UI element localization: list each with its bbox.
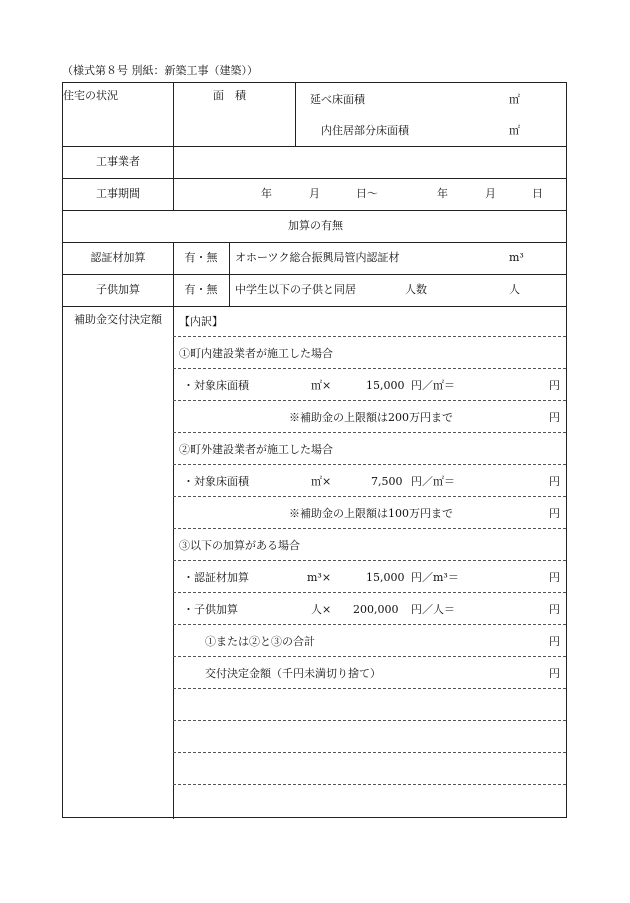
- child-count-unit: 人: [509, 283, 520, 296]
- case3-material-rate: 15,000: [366, 571, 405, 584]
- case2-note-yen: 円: [549, 507, 560, 520]
- page-title: （様式第８号 別紙：新築工事（建築））: [62, 64, 258, 77]
- case2-yen: 円: [549, 475, 560, 488]
- case2-title: ②町外建設業者が施工した場合: [179, 443, 333, 456]
- case3-material-unit: m³×: [307, 571, 332, 584]
- dashed-divider: [173, 336, 566, 337]
- dashed-divider: [173, 496, 566, 497]
- residential-floor-area-label: 内住居部分床面積: [321, 124, 409, 137]
- start-day: 日～: [356, 187, 378, 200]
- row-divider: [63, 146, 566, 147]
- housing-label: 住宅の状況: [63, 89, 118, 102]
- row-divider: [63, 178, 566, 179]
- case3-child-rate: 200,000: [353, 603, 399, 616]
- case2-note: ※補助金の上限額は100万円まで: [289, 507, 453, 520]
- case1-unit: ㎡×: [311, 379, 332, 392]
- decision-label: 交付決定金額（千円未満切り捨て）: [205, 667, 381, 680]
- total-yen: 円: [549, 635, 560, 648]
- dashed-divider: [173, 368, 566, 369]
- total-label: ①または②と③の合計: [205, 635, 315, 648]
- addition-header: 加算の有無: [288, 219, 343, 232]
- dashed-divider: [173, 656, 566, 657]
- child-label: 子供加算: [96, 283, 140, 296]
- dashed-divider: [173, 528, 566, 529]
- end-day: 日: [532, 187, 543, 200]
- case2-unit: ㎡×: [311, 475, 332, 488]
- row-divider: [63, 306, 566, 307]
- case3-child-yen: 円: [549, 603, 560, 616]
- case2-rate-unit: 円／㎡＝: [411, 475, 455, 488]
- contractor-label: 工事業者: [96, 155, 140, 168]
- end-month: 月: [485, 187, 496, 200]
- dashed-divider: [173, 592, 566, 593]
- start-year: 年: [261, 187, 272, 200]
- end-year: 年: [437, 187, 448, 200]
- dashed-divider: [173, 400, 566, 401]
- child-count-label: 人数: [405, 283, 427, 296]
- case1-note: ※補助金の上限額は200万円まで: [289, 411, 453, 424]
- case1-yen: 円: [549, 379, 560, 392]
- dashed-divider: [173, 432, 566, 433]
- child-desc: 中学生以下の子供と同居: [235, 283, 356, 296]
- certified-material-label: 認証材加算: [90, 251, 146, 264]
- column-divider: [173, 83, 174, 210]
- case1-area-label: ・対象床面積: [183, 379, 249, 392]
- case3-child-label: ・子供加算: [183, 603, 238, 616]
- case2-area-label: ・対象床面積: [183, 475, 249, 488]
- case3-material-rate-unit: 円／m³＝: [411, 571, 459, 584]
- total-floor-area-unit: ㎡: [509, 93, 520, 106]
- case3-material-label: ・認証材加算: [183, 571, 249, 584]
- column-divider: [173, 242, 174, 819]
- case3-child-unit: 人×: [311, 603, 332, 616]
- case3-child-rate-unit: 円／人＝: [411, 603, 455, 616]
- certified-material-desc: オホーツク総合振興局管内認証材: [235, 251, 400, 264]
- dashed-divider: [173, 624, 566, 625]
- case3-title: ③以下の加算がある場合: [179, 539, 300, 552]
- certified-material-unit: m³: [509, 251, 524, 264]
- dashed-divider: [173, 784, 566, 785]
- dashed-divider: [173, 464, 566, 465]
- decision-yen: 円: [549, 667, 560, 680]
- case1-rate-unit: 円／㎡＝: [411, 379, 455, 392]
- certified-material-choice[interactable]: 有・無: [184, 251, 218, 264]
- case3-material-yen: 円: [549, 571, 560, 584]
- row-divider: [63, 210, 566, 211]
- dashed-divider: [173, 560, 566, 561]
- dashed-divider: [173, 720, 566, 721]
- child-choice[interactable]: 有・無: [184, 283, 218, 296]
- period-label: 工事期間: [96, 187, 140, 200]
- column-divider: [295, 83, 296, 146]
- row-divider: [63, 242, 566, 243]
- area-label: 面 積: [213, 89, 246, 102]
- case1-rate: 15,000: [366, 379, 405, 392]
- residential-floor-area-unit: ㎡: [509, 124, 520, 137]
- row-divider: [63, 274, 566, 275]
- column-divider: [229, 242, 230, 306]
- case1-title: ①町内建設業者が施工した場合: [179, 347, 333, 360]
- start-month: 月: [309, 187, 320, 200]
- case1-note-yen: 円: [549, 411, 560, 424]
- subsidy-label: 補助金交付決定額: [74, 313, 162, 326]
- subsidy-form-table: [62, 82, 567, 818]
- total-floor-area-label: 延べ床面積: [310, 93, 365, 106]
- case2-rate: 7,500: [371, 475, 403, 488]
- dashed-divider: [173, 688, 566, 689]
- dashed-divider: [173, 752, 566, 753]
- breakdown-label: 【内訳】: [179, 315, 223, 328]
